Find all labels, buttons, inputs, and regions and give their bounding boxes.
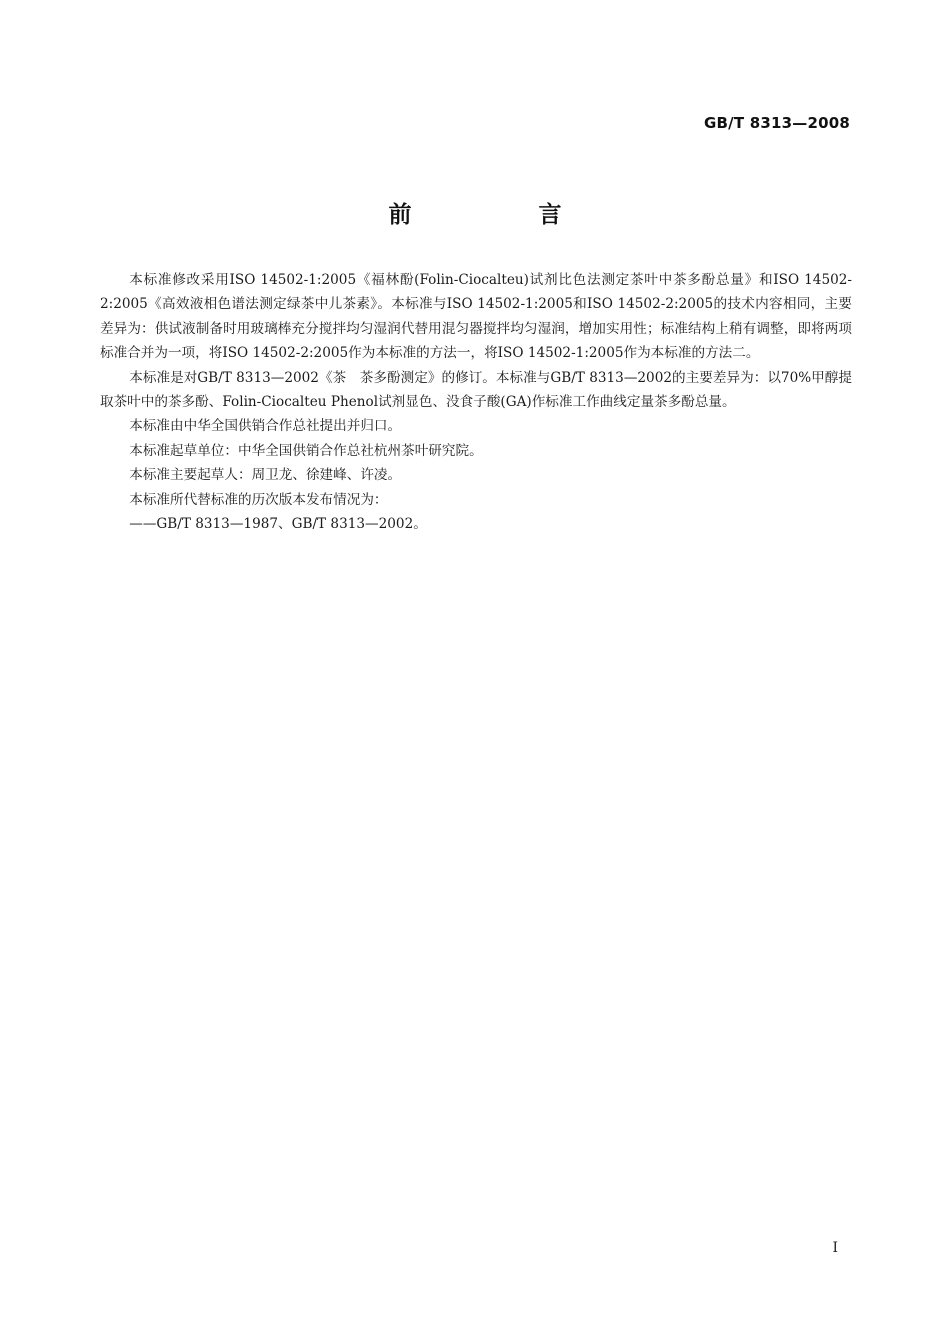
paragraph-drafters: 本标准主要起草人：周卫龙、徐建峰、许凌。 [129, 467, 402, 484]
paragraph-proposer: 本标准由中华全国供销合作总社提出并归口。 [129, 418, 402, 435]
page-number: I [832, 1240, 838, 1256]
foreword-body [100, 268, 852, 536]
paragraph-history-list: ——GB/T 8313—1987、GB/T 8313—2002。 [129, 516, 427, 533]
paragraph-adoption: 本标准修改采用ISO 14502-1:2005《福林酚(Folin-Ciocalteu)试剂比色法测定茶叶中茶多酚总量》和ISO 14502-2:2005《高效液相色谱法测定绿茶中儿茶素》。本标准与ISO 14502-1:2005和ISO 14502-2:2005的技术内容相同，主要差异为：供试液制备时用玻璃棒充分搅拌均匀湿润代替用混匀器搅拌均匀湿润，增加实用性；标准结构上稍有调整，即将两项标准合并为一项，将ISO 14502-2:2005作为本标准的方法一，将ISO 14502-1:2005作为本标准的方法二。 [100, 272, 852, 362]
standard-code: GB/T 8313—2008 [704, 114, 850, 132]
paragraph-history-intro: 本标准所代替标准的历次版本发布情况为： [129, 491, 388, 508]
paragraph-revision: 本标准是对GB/T 8313—2002《茶 茶多酚测定》的修订。本标准与GB/T 8313—2002的主要差异为：以70%甲醇提取茶叶中的茶多酚、Folin-Ciocalteu Phenol试剂显色、没食子酸(GA)作标准工作曲线定量茶多酚总量。 [100, 369, 852, 411]
paragraph-drafting-unit: 本标准起草单位：中华全国供销合作总社杭州茶叶研究院。 [129, 442, 483, 459]
page-title: 前 言 [388, 202, 614, 228]
